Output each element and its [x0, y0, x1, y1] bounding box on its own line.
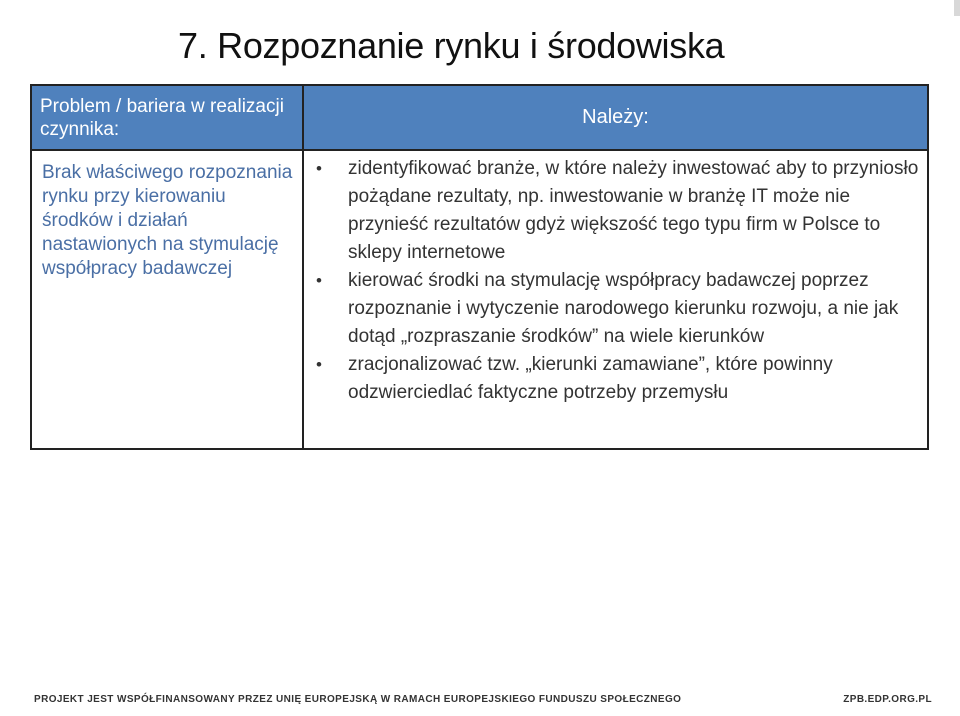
solution-cell	[303, 150, 928, 449]
list-item-text: kierować środki na stymulację współpracy badawczej poprzez rozpoznanie i wytyczenie narodowego kierunku rozwoju, a nie jak dotąd „rozpraszanie środków” na wiele kierunków	[348, 270, 899, 347]
bullet-icon: •	[316, 271, 322, 290]
problem-description: Brak właściwego rozpoznania rynku przy kierowaniu środków i działań nastawionych na stymulację współpracy badawczej	[31, 150, 303, 449]
solution-header: Należy:	[303, 85, 928, 150]
list-item	[314, 351, 921, 407]
solution-list	[314, 155, 921, 407]
eu-funding-notice: PROJEKT JEST WSPÓŁFINANSOWANY PRZEZ UNIĘ EUROPEJSKĄ W RAMACH EUROPEJSKIEGO FUNDUSZU SPOŁECZNEGO	[34, 694, 682, 705]
problem-header: Problem / bariera w realizacji czynnika:	[31, 85, 303, 150]
problem-solution-table	[30, 84, 929, 450]
list-item-text: zracjonalizować tzw. „kierunki zamawiane”, które powinny odzwierciedlać faktyczne potrzeby przemysłu	[348, 354, 833, 403]
bullet-icon: •	[316, 355, 322, 374]
list-item	[314, 155, 921, 267]
table-header-row	[31, 85, 928, 150]
corner-decoration	[954, 0, 960, 16]
list-item-text: zidentyfikować branże, w które należy inwestować aby to przyniosło pożądane rezultaty, np. inwestowanie w branżę IT może nie przynieść rezultatów gdyż większość tego typu firm w Polsce to sklepy internetowe	[348, 158, 919, 263]
bullet-icon: •	[316, 159, 322, 178]
list-item	[314, 267, 921, 351]
website-url: ZPB.EDP.ORG.PL	[843, 694, 932, 705]
slide-title: 7. Rozpoznanie rynku i środowiska	[178, 25, 725, 66]
table-body-row	[31, 150, 928, 449]
